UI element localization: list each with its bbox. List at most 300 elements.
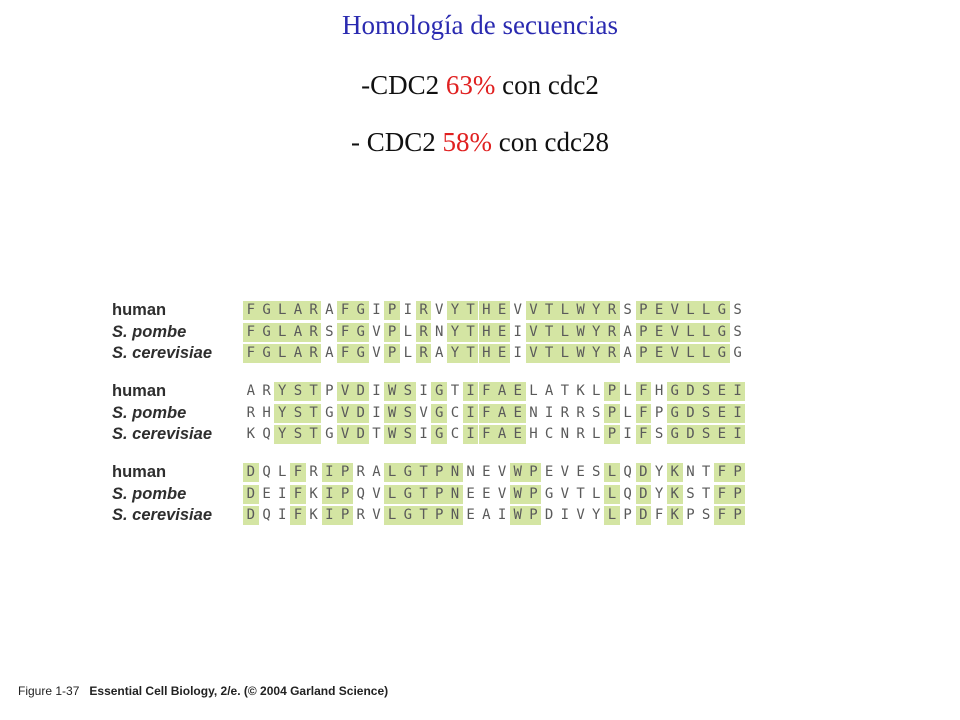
residue-conserved: G (667, 425, 683, 444)
residue: Q (623, 464, 632, 480)
residue-conserved: T (541, 301, 557, 320)
residue-conserved: D (683, 382, 699, 401)
residue: R (576, 426, 585, 442)
residue: A (482, 507, 491, 523)
residue-conserved: L (384, 485, 400, 504)
residue: A (372, 464, 381, 480)
stat-prefix: - CDC2 (351, 127, 443, 157)
residue: L (592, 383, 601, 399)
residue-conserved: F (243, 323, 259, 342)
alignment-row (112, 506, 752, 525)
residue-conserved: P (431, 485, 447, 504)
residue-conserved: W (573, 301, 589, 320)
residue-conserved: L (274, 301, 290, 320)
residue-conserved: T (463, 301, 479, 320)
residue-conserved: I (730, 382, 746, 401)
residue: R (309, 464, 318, 480)
stat-suffix: con cdc28 (492, 127, 609, 157)
species-label: S. pombe (112, 322, 187, 341)
residue-conserved: P (526, 463, 542, 482)
residue-conserved: L (384, 506, 400, 525)
residue: A (544, 383, 554, 399)
residue-conserved: P (604, 425, 620, 444)
residue-conserved: S (698, 382, 714, 401)
residue-conserved: P (526, 485, 542, 504)
residue: Y (592, 507, 601, 523)
stat-prefix: -CDC2 (361, 70, 446, 100)
residue: V (497, 464, 507, 480)
residue-conserved: H (479, 344, 495, 363)
residue-conserved: E (494, 323, 510, 342)
residue-conserved: E (651, 323, 667, 342)
residue-conserved: G (714, 323, 730, 342)
residue-conserved: V (667, 301, 683, 320)
residue-conserved: R (306, 323, 322, 342)
residue-conserved: D (353, 382, 369, 401)
residue: I (419, 383, 428, 399)
residue-conserved: G (667, 382, 683, 401)
residue: A (623, 323, 632, 340)
residue: R (356, 507, 365, 523)
residue-conserved: D (683, 425, 699, 444)
residue: N (529, 404, 538, 421)
figure-source: Essential Cell Biology, 2/e. (© 2004 Garland Science) (89, 684, 389, 698)
residue: P (686, 507, 695, 523)
residue: R (246, 404, 256, 421)
residue: E (544, 464, 554, 480)
residue: T (372, 426, 381, 442)
residue-conserved: P (730, 506, 746, 525)
residue: A (246, 383, 256, 399)
residue-conserved: F (714, 485, 730, 504)
residue: D (544, 507, 554, 523)
residue-conserved: T (306, 425, 322, 444)
residue-conserved: D (353, 404, 369, 423)
residue-conserved: I (730, 404, 746, 423)
residue: V (372, 323, 381, 340)
residue: I (372, 404, 381, 421)
residue-conserved: P (337, 463, 353, 482)
residue: T (560, 383, 570, 399)
residue-conserved: D (683, 404, 699, 423)
residue-conserved: D (243, 485, 259, 504)
residue-conserved: E (651, 301, 667, 320)
residue-conserved: G (431, 425, 447, 444)
stat-percent: 63% (445, 70, 496, 100)
residue-conserved: S (290, 404, 306, 423)
residue-conserved: I (322, 463, 338, 482)
residue-conserved: A (290, 323, 306, 342)
alignment-row (112, 425, 752, 444)
residue-conserved: D (243, 463, 259, 482)
residue: C (544, 426, 554, 442)
figure-number: Figure 1-37 (18, 684, 80, 698)
residue-conserved: G (400, 506, 416, 525)
residue-conserved: H (479, 323, 495, 342)
residue-conserved: T (463, 323, 479, 342)
residue-conserved: L (604, 485, 620, 504)
residue-conserved: T (541, 323, 557, 342)
residue-conserved: D (243, 506, 259, 525)
residue: E (466, 485, 475, 502)
alignment-row (112, 463, 752, 482)
residue: I (513, 345, 522, 361)
residue-conserved: V (667, 323, 683, 342)
residue-conserved: F (636, 382, 652, 401)
residue: L (403, 323, 413, 340)
residue-conserved: V (337, 404, 353, 423)
residue: E (466, 507, 475, 523)
residue: L (592, 426, 601, 442)
residue-conserved: E (494, 301, 510, 320)
residue-conserved: A (290, 301, 306, 320)
residue-conserved: W (384, 382, 400, 401)
residue-conserved: R (604, 344, 620, 363)
residue: R (560, 404, 570, 421)
residue-conserved: R (604, 323, 620, 342)
residue-conserved: P (636, 301, 652, 320)
residue-conserved: F (479, 425, 495, 444)
residue-conserved: G (714, 344, 730, 363)
residue-conserved: G (714, 301, 730, 320)
residue: R (262, 383, 271, 399)
residue: F (654, 507, 664, 523)
residue: A (435, 345, 444, 361)
stat-suffix: con cdc2 (495, 70, 599, 100)
residue-conserved: E (510, 382, 526, 401)
residue-conserved: L (384, 463, 400, 482)
residue: Q (262, 507, 271, 523)
residue-conserved: Y (447, 323, 463, 342)
residue-conserved: L (683, 301, 699, 320)
residue-conserved: I (322, 506, 338, 525)
residue-conserved: K (667, 506, 683, 525)
residue: Y (654, 485, 664, 502)
residue: T (701, 464, 711, 480)
residue-conserved: F (290, 506, 306, 525)
residue-conserved: L (683, 344, 699, 363)
residue-conserved: V (667, 344, 683, 363)
residue-conserved: G (400, 463, 416, 482)
residue: R (576, 404, 585, 421)
residue-conserved: A (494, 404, 510, 423)
residue-conserved: F (714, 506, 730, 525)
residue-conserved: N (447, 485, 463, 504)
residue-conserved: W (384, 425, 400, 444)
residue-conserved: I (730, 425, 746, 444)
residue-conserved: P (526, 506, 542, 525)
residue-conserved: E (714, 382, 730, 401)
residue: G (733, 345, 742, 361)
residue-conserved: P (730, 463, 746, 482)
page-title: Homología de secuencias (342, 10, 618, 40)
residue-conserved: L (683, 323, 699, 342)
residue-conserved: Y (447, 344, 463, 363)
residue-conserved: S (400, 425, 416, 444)
residue-conserved: W (510, 463, 526, 482)
residue-conserved: Y (588, 301, 604, 320)
residue-conserved: G (259, 301, 275, 320)
residue: P (623, 507, 632, 523)
residue: Q (262, 426, 271, 442)
residue: I (372, 302, 381, 318)
residue: V (560, 485, 570, 502)
residue: H (262, 404, 271, 421)
residue: L (623, 383, 632, 399)
residue-conserved: I (322, 485, 338, 504)
residue: G (544, 485, 554, 502)
residue: V (372, 507, 381, 523)
residue-conserved: F (290, 463, 306, 482)
figure-caption (18, 684, 388, 698)
residue-conserved: G (259, 323, 275, 342)
residue: S (654, 426, 664, 442)
residue: L (592, 485, 601, 502)
residue: E (482, 485, 491, 502)
species-label: human (112, 301, 167, 319)
residue: V (513, 302, 522, 318)
residue: K (309, 485, 318, 502)
residue: I (278, 485, 287, 502)
residue-conserved: G (400, 485, 416, 504)
alignment-row (112, 323, 752, 342)
residue: N (466, 464, 475, 480)
residue-conserved: D (636, 485, 652, 504)
residue-conserved: P (384, 301, 400, 320)
residue-conserved: S (290, 382, 306, 401)
residue-conserved: S (698, 404, 714, 423)
residue: E (262, 485, 271, 502)
residue: L (529, 383, 538, 399)
residue: V (435, 302, 444, 318)
alignment-row (112, 404, 752, 423)
residue-conserved: T (463, 344, 479, 363)
residue-conserved: W (510, 485, 526, 504)
residue-conserved: P (337, 506, 353, 525)
residue: I (497, 507, 507, 523)
residue-conserved: F (636, 425, 652, 444)
species-label: human (112, 463, 167, 481)
residue: I (372, 383, 381, 399)
residue-conserved: F (714, 463, 730, 482)
residue-conserved: G (667, 404, 683, 423)
residue: V (372, 485, 381, 502)
species-label: S. pombe (112, 403, 187, 422)
residue-conserved: P (604, 404, 620, 423)
residue: N (560, 426, 570, 442)
residue: Q (356, 485, 365, 502)
residue: I (278, 507, 287, 523)
residue: I (513, 323, 522, 340)
residue: A (325, 302, 334, 318)
residue-conserved: N (447, 506, 463, 525)
residue-conserved: P (636, 344, 652, 363)
residue: G (325, 426, 334, 442)
residue: Q (262, 464, 271, 480)
residue: V (576, 507, 585, 523)
stat-percent: 58% (442, 127, 493, 157)
alignment-row (112, 301, 752, 320)
residue-conserved: R (306, 301, 322, 320)
residue-conserved: E (510, 425, 526, 444)
residue-conserved: R (416, 323, 432, 342)
residue-conserved: P (431, 506, 447, 525)
residue-conserved: V (526, 344, 542, 363)
residue-conserved: G (431, 382, 447, 401)
residue: I (403, 302, 413, 318)
residue-conserved: V (337, 382, 353, 401)
residue-conserved: L (698, 323, 714, 342)
residue-conserved: H (479, 301, 495, 320)
alignment-row (112, 344, 752, 363)
species-label: S. pombe (112, 484, 187, 503)
residue: C (450, 426, 460, 442)
residue-conserved: L (557, 323, 573, 342)
residue-conserved: F (243, 344, 259, 363)
residue-conserved: T (416, 506, 432, 525)
residue-conserved: F (337, 301, 353, 320)
residue: I (544, 404, 554, 421)
residue-conserved: S (400, 382, 416, 401)
residue: S (592, 404, 601, 421)
residue-conserved: I (463, 382, 479, 401)
residue-conserved: P (337, 485, 353, 504)
residue-conserved: P (604, 382, 620, 401)
residue: C (450, 404, 460, 421)
residue-conserved: T (306, 404, 322, 423)
residue: V (372, 345, 381, 361)
residue-conserved: F (243, 301, 259, 320)
residue: N (435, 323, 444, 340)
residue: S (701, 507, 711, 523)
residue: S (592, 464, 601, 480)
residue-conserved: Y (274, 404, 290, 423)
residue-conserved: G (431, 404, 447, 423)
residue: Q (623, 485, 632, 502)
residue-conserved: L (698, 344, 714, 363)
homology-stat-cdc2 (0, 70, 960, 101)
residue-conserved: Y (588, 323, 604, 342)
residue-conserved: F (636, 404, 652, 423)
residue-conserved: K (667, 463, 683, 482)
residue-conserved: W (573, 344, 589, 363)
residue-conserved: F (479, 382, 495, 401)
species-label: S. cerevisiae (112, 425, 212, 443)
residue-conserved: Y (274, 382, 290, 401)
residue-conserved: D (636, 506, 652, 525)
residue-conserved: I (463, 404, 479, 423)
residue: P (325, 383, 334, 399)
residue-conserved: F (337, 323, 353, 342)
residue: G (325, 404, 334, 421)
residue-conserved: F (479, 404, 495, 423)
residue-conserved: E (714, 404, 730, 423)
residue-conserved: P (636, 323, 652, 342)
residue: Y (654, 464, 664, 480)
residue: I (623, 426, 632, 442)
residue: T (450, 383, 460, 399)
residue-conserved: E (510, 404, 526, 423)
residue-conserved: L (274, 323, 290, 342)
residue-conserved: A (494, 425, 510, 444)
residue-conserved: A (494, 382, 510, 401)
residue-conserved: Y (274, 425, 290, 444)
residue-conserved: I (463, 425, 479, 444)
residue: S (325, 323, 334, 340)
residue-conserved: S (400, 404, 416, 423)
residue: I (419, 426, 428, 442)
residue-conserved: W (510, 506, 526, 525)
residue-conserved: L (604, 506, 620, 525)
residue: T (576, 485, 585, 502)
alignment-row (112, 382, 752, 401)
residue-conserved: T (306, 382, 322, 401)
residue-conserved: L (604, 463, 620, 482)
homology-stat-cdc28 (0, 127, 960, 158)
residue: N (686, 464, 695, 480)
residue-conserved: P (384, 344, 400, 363)
residue-conserved: E (651, 344, 667, 363)
alignment-row (112, 485, 752, 504)
residue: L (623, 404, 632, 421)
residue-conserved: Y (447, 301, 463, 320)
residue-conserved: S (290, 425, 306, 444)
residue: E (576, 464, 585, 480)
residue-conserved: P (730, 485, 746, 504)
residue-conserved: K (667, 485, 683, 504)
species-label: S. cerevisiae (112, 344, 212, 362)
residue: K (309, 507, 318, 523)
residue-conserved: P (431, 463, 447, 482)
residue-conserved: G (353, 323, 369, 342)
species-label: human (112, 382, 167, 400)
residue: V (560, 464, 570, 480)
residue-conserved: N (447, 463, 463, 482)
residue-conserved: T (541, 344, 557, 363)
residue: S (733, 302, 742, 318)
residue-conserved: V (526, 323, 542, 342)
residue-conserved: L (274, 344, 290, 363)
residue-conserved: Y (588, 344, 604, 363)
residue-conserved: G (259, 344, 275, 363)
residue-conserved: D (636, 463, 652, 482)
residue-conserved: V (337, 425, 353, 444)
residue-conserved: G (353, 344, 369, 363)
residue: I (560, 507, 570, 523)
residue: S (686, 485, 695, 502)
residue-conserved: L (557, 344, 573, 363)
residue: L (403, 345, 413, 361)
residue-conserved: E (494, 344, 510, 363)
residue-conserved: R (604, 301, 620, 320)
residue-conserved: L (698, 301, 714, 320)
residue: H (529, 426, 538, 442)
residue: A (623, 345, 632, 361)
residue: K (246, 426, 256, 442)
residue: S (733, 323, 742, 340)
residue-conserved: A (290, 344, 306, 363)
residue: H (654, 383, 664, 399)
residue-conserved: R (306, 344, 322, 363)
residue: S (623, 302, 632, 318)
residue-conserved: V (526, 301, 542, 320)
species-label: S. cerevisiae (112, 506, 212, 524)
residue: P (654, 404, 664, 421)
residue-conserved: F (337, 344, 353, 363)
residue-conserved: G (353, 301, 369, 320)
residue: V (497, 485, 507, 502)
residue-conserved: D (353, 425, 369, 444)
